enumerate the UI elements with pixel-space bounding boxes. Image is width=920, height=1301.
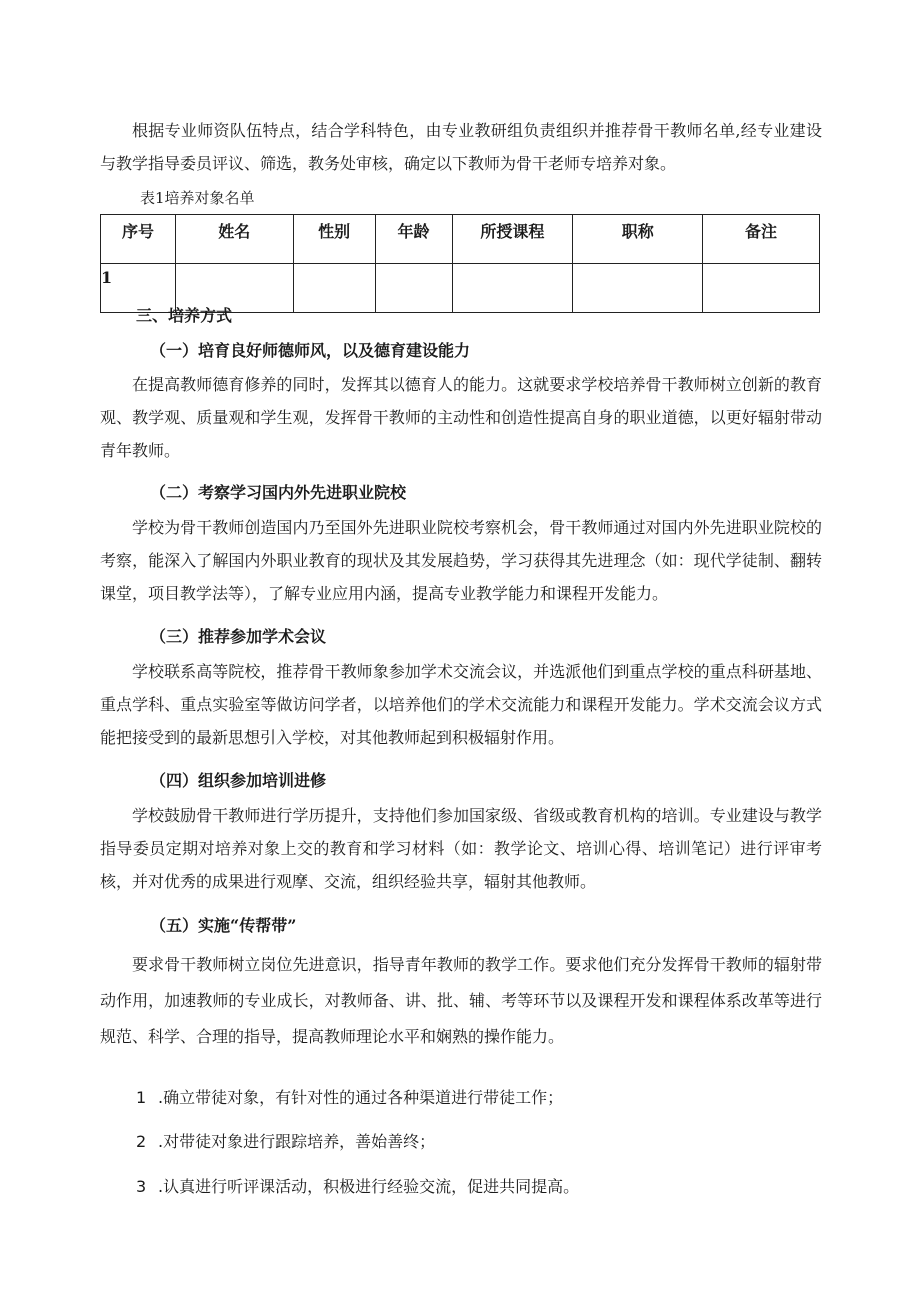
column-header: 性别 xyxy=(293,215,375,264)
list-item xyxy=(136,1087,563,1109)
list-text: .认真进行听评课活动，积极进行经验交流，促进共同提高。 xyxy=(158,1177,580,1196)
subsection-heading: （五）实施“传帮带” xyxy=(150,916,297,935)
list-item xyxy=(136,1131,435,1153)
table-cell xyxy=(375,264,452,313)
table-cell: 1 xyxy=(101,264,176,313)
column-header: 序号 xyxy=(101,215,176,264)
subsection-paragraph: 学校鼓励骨干教师进行学历提升，支持他们参加国家级、省级或教育机构的培训。专业建设与教学指导委员定期对培养对象上交的教育和学习材料（如：教学论文、培训心得、培训笔记）进行评审考核，并对优秀的成果进行观摩、交流，组织经验共享，辐射其他教师。 xyxy=(100,806,822,891)
table-cell xyxy=(703,264,820,313)
subsection-heading: （二）考察学习国内外先进职业院校 xyxy=(150,483,407,502)
list-item xyxy=(136,1176,579,1198)
subsection-paragraph: 学校联系高等院校，推荐骨干教师象参加学术交流会议，并选派他们到重点学校的重点科研基地、重点学科、重点实验室等做访问学者，以培养他们的学术交流能力和课程开发能力。学术交流会议方式能把接受到的最新思想引入学校，对其他教师起到积极辐射作用。 xyxy=(100,662,822,747)
subsection-paragraph: 学校为骨干教师创造国内乃至国外先进职业院校考察机会，骨干教师通过对国内外先进职业院校的考察，能深入了解国内外职业教育的现状及其发展趋势，学习获得其先进理念（如：现代学徒制、翻转课堂，项目教学法等），了解专业应用内涵，提高专业教学能力和课程开发能力。 xyxy=(100,518,822,603)
table-caption: 表1培养对象名单 xyxy=(140,189,255,207)
column-header: 备注 xyxy=(703,215,820,264)
column-header: 年龄 xyxy=(375,215,452,264)
table-cell xyxy=(452,264,573,313)
list-number: 2 xyxy=(136,1132,147,1151)
subsection-paragraph: 在提高教师德育修养的同时，发挥其以德育人的能力。这就要求学校培养骨干教师树立创新的教育观、教学观、质量观和学生观，发挥骨干教师的主动性和创造性提高自身的职业道德，以更好辐射带动青年教师。 xyxy=(100,375,822,460)
column-header: 职称 xyxy=(573,215,703,264)
column-header: 所授课程 xyxy=(452,215,573,264)
subsection-heading: （三）推荐参加学术会议 xyxy=(150,627,327,646)
subsection-paragraph: 要求骨干教师树立岗位先进意识，指导青年教师的教学工作。要求他们充分发挥骨干教师的辐射带动作用，加速教师的专业成长，对教师备、讲、批、辅、考等环节以及课程开发和课程体系改革等进行规范、科学、合理的指导，提高教师理论水平和娴熟的操作能力。 xyxy=(100,955,822,1046)
table-cell xyxy=(573,264,703,313)
list-number: 1 xyxy=(136,1088,147,1107)
list-number: 3 xyxy=(136,1177,147,1196)
column-header: 姓名 xyxy=(175,215,293,264)
list-text: .确立带徒对象，有针对性的通过各种渠道进行带徒工作； xyxy=(158,1088,564,1107)
list-text: .对带徒对象进行跟踪培养，善始善终； xyxy=(158,1132,436,1151)
intro-paragraph: 根据专业师资队伍特点，结合学科特色，由专业教研组负责组织并推荐骨干教师名单,经专业建设与教学指导委员评议、筛选，教务处审核，确定以下教师为骨干老师专培养对象。 xyxy=(100,121,822,173)
trainee-table xyxy=(100,214,820,313)
table-header-row xyxy=(101,215,820,264)
section-title: 三、培养方式 xyxy=(136,306,233,325)
subsection-heading: （一）培育良好师德师风，以及德育建设能力 xyxy=(150,341,471,360)
table-cell xyxy=(293,264,375,313)
subsection-heading: （四）组织参加培训进修 xyxy=(150,771,327,790)
